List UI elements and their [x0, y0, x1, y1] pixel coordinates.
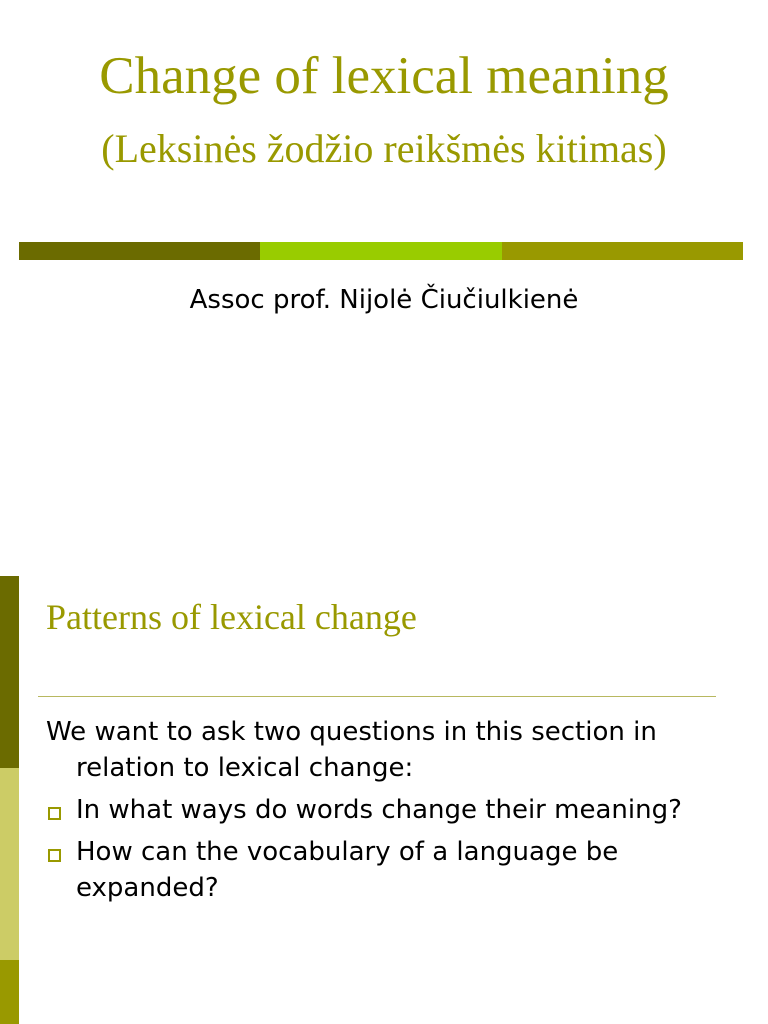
- slide-body: [46, 714, 736, 912]
- bullet-list: [46, 792, 736, 906]
- divider-segment-dark: [19, 242, 260, 260]
- list-item: [46, 792, 736, 828]
- bullet-text: How can the vocabulary of a language be expanded?: [76, 837, 619, 903]
- divider-segment-bright: [260, 242, 501, 260]
- slide-heading: Patterns of lexical change: [46, 597, 417, 637]
- content-slide: [0, 576, 768, 1024]
- side-accent-bar: [0, 576, 19, 1024]
- title-divider-bar: [19, 242, 743, 260]
- bullet-text: In what ways do words change their meaning?: [76, 795, 682, 825]
- intro-text: We want to ask two questions in this section in relation to lexical change:: [46, 717, 657, 783]
- list-item: [46, 834, 736, 906]
- hollow-square-icon: [48, 807, 61, 820]
- heading-divider: [38, 696, 716, 697]
- slide-title: Change of lexical meaning: [99, 47, 669, 105]
- side-segment-dark: [0, 576, 19, 768]
- divider-segment-olive: [502, 242, 743, 260]
- side-segment-light: [0, 768, 19, 960]
- side-segment-olive: [0, 960, 19, 1024]
- slide-subtitle: (Leksinės žodžio reikšmės kitimas): [101, 126, 667, 171]
- hollow-square-icon: [48, 849, 61, 862]
- author-name: Assoc prof. Nijolė Čiučiulkienė: [189, 285, 579, 315]
